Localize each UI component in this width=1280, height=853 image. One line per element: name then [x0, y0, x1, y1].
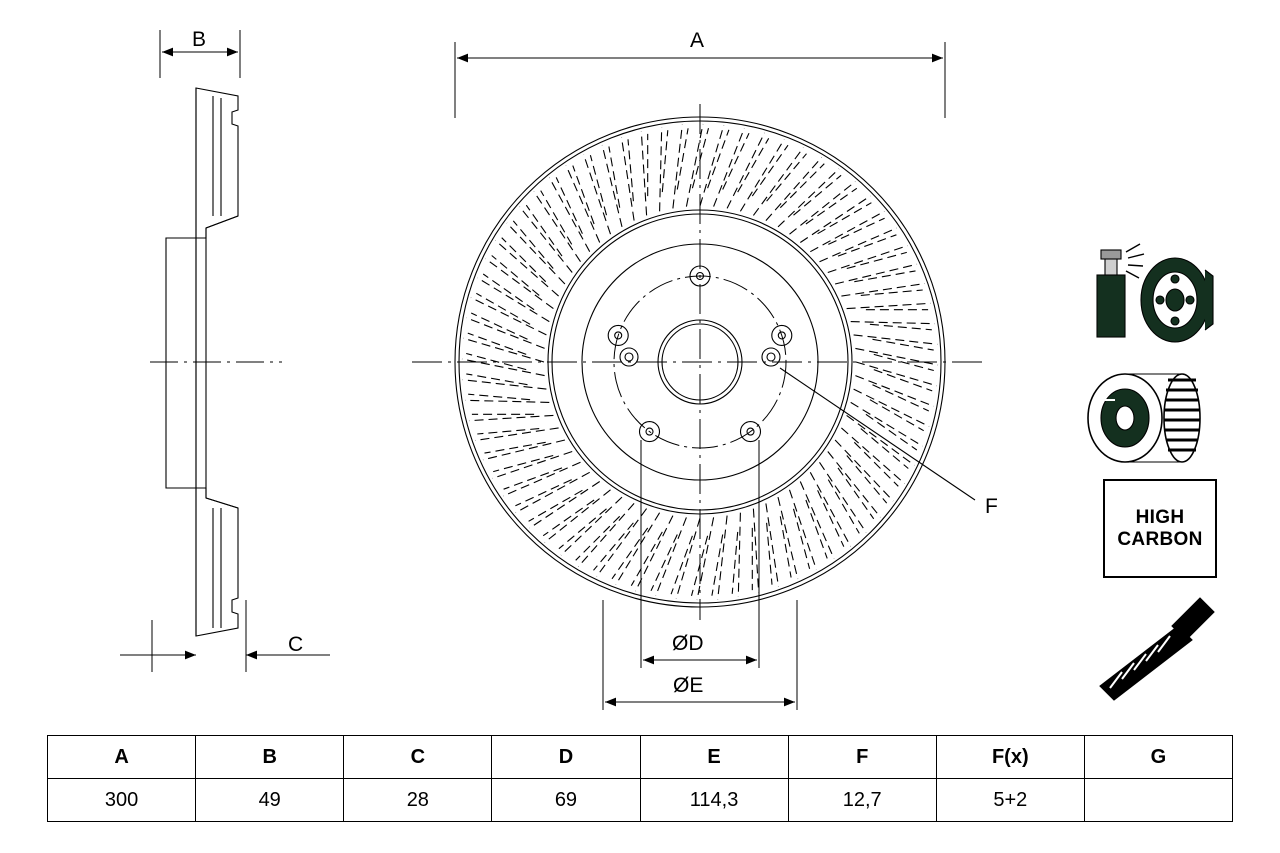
value-cell-C: 28 [344, 779, 492, 822]
label-C: C [288, 633, 304, 656]
label-diameter-E: ØE [673, 674, 704, 697]
spec-table [47, 735, 1233, 822]
label-diameter-D: ØD [672, 632, 704, 655]
screw-icon [1100, 598, 1214, 700]
header-cell-F: F [788, 736, 936, 779]
header-cell-G: G [1084, 736, 1232, 779]
header-cell-E: E [640, 736, 788, 779]
header-cell-D: D [492, 736, 640, 779]
value-cell-A: 300 [48, 779, 196, 822]
value-cell-E: 114,3 [640, 779, 788, 822]
high-carbon-line1: HIGH [1135, 506, 1185, 528]
value-cell-Fx: 5+2 [936, 779, 1084, 822]
coating-spray-icon [1097, 244, 1144, 337]
label-F: F [985, 495, 998, 518]
brake-disc-front-icon [1141, 258, 1213, 342]
value-cell-G [1084, 779, 1232, 822]
high-carbon-line2: CARBON [1117, 528, 1203, 550]
dimension-F-leader [780, 368, 975, 500]
high-carbon-badge [1103, 479, 1217, 578]
table-header-row [48, 736, 1233, 779]
header-cell-A: A [48, 736, 196, 779]
header-cell-B: B [196, 736, 344, 779]
value-cell-B: 49 [196, 779, 344, 822]
value-cell-D: 69 [492, 779, 640, 822]
brake-disc-perspective-icon [1088, 374, 1200, 462]
header-cell-C: C [344, 736, 492, 779]
header-cell-Fx: F(x) [936, 736, 1084, 779]
value-cell-F: 12,7 [788, 779, 936, 822]
table-row [48, 779, 1233, 822]
label-A: A [690, 29, 705, 52]
label-B: B [192, 28, 207, 51]
